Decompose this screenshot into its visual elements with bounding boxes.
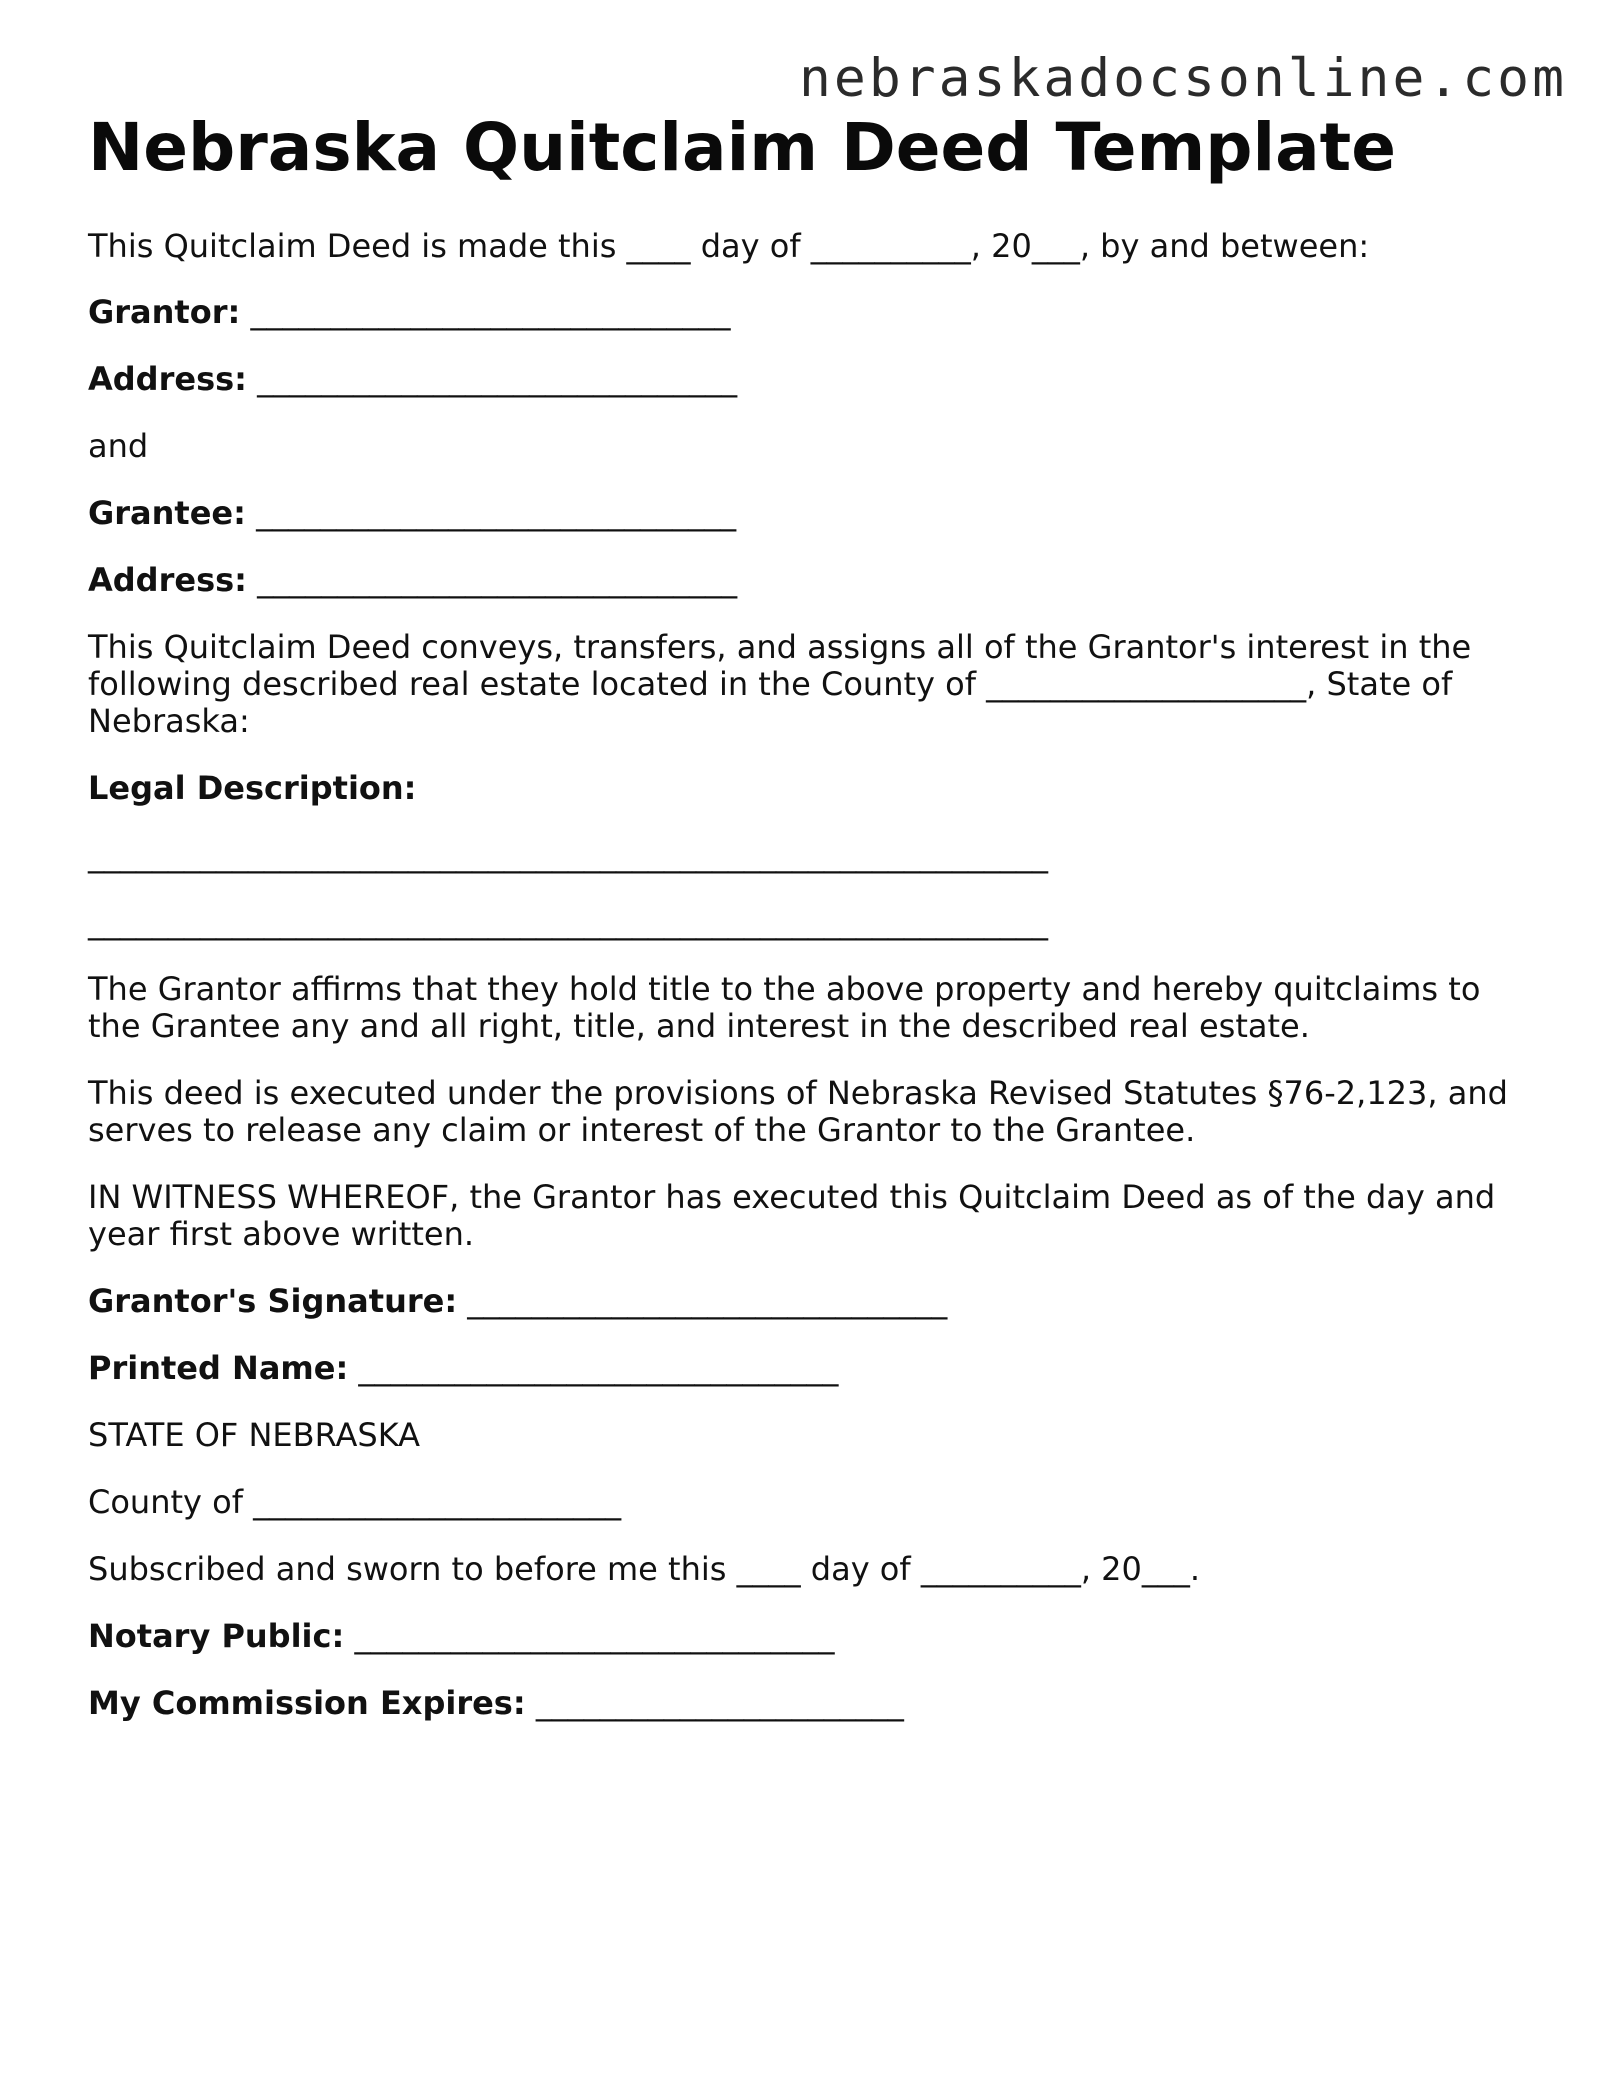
commission-expires-blank: _______________________ xyxy=(535,1684,904,1722)
notary-public-field xyxy=(88,1618,834,1655)
and-text: and xyxy=(88,427,149,465)
commission-expires-field xyxy=(88,1685,904,1722)
statute-paragraph: This deed is executed under the provisions of Nebraska Revised Statutes §76-2,123, and serves to release any claim or interest of the Grantor to the Grantee. xyxy=(88,1074,1508,1149)
notary-public-label: Notary Public: xyxy=(88,1617,345,1655)
county-field: County of _______________________ xyxy=(88,1483,622,1521)
grantee-field xyxy=(88,495,736,532)
intro-text: This Quitclaim Deed is made this ____ day of __________, 20___, by and between: xyxy=(88,227,1370,265)
printed-name-blank: ______________________________ xyxy=(358,1349,839,1387)
grantor-signature-field xyxy=(88,1283,947,1320)
grantee-address-label: Address: xyxy=(88,561,247,599)
grantor-address-field xyxy=(88,361,737,398)
grantor-address-blank: ______________________________ xyxy=(257,360,738,398)
document-title: Nebraska Quitclaim Deed Template xyxy=(88,109,1396,186)
printed-name-field xyxy=(88,1350,838,1387)
affirmation-paragraph: The Grantor affirms that they hold title to the above property and hereby quitclaims to the Grantee any and all right, title, and interest in the described real estate. xyxy=(88,970,1481,1045)
grantor-signature-blank: ______________________________ xyxy=(467,1282,948,1320)
grantee-address-field xyxy=(88,562,737,599)
legal-description-line-2: ____________________________________________________________ xyxy=(88,903,1048,941)
site-watermark: nebraskadocsonline.com xyxy=(799,48,1567,109)
sworn-statement: Subscribed and sworn to before me this ____ day of __________, 20___. xyxy=(88,1550,1201,1588)
notary-public-blank: ______________________________ xyxy=(354,1617,835,1655)
grantor-blank: ______________________________ xyxy=(250,293,731,331)
state-heading: STATE OF NEBRASKA xyxy=(88,1416,421,1454)
grantee-blank: ______________________________ xyxy=(256,494,737,532)
grantee-label: Grantee: xyxy=(88,494,246,532)
commission-expires-label: My Commission Expires: xyxy=(88,1684,526,1722)
grantor-label: Grantor: xyxy=(88,293,241,331)
legal-description-line-1: ____________________________________________________________ xyxy=(88,836,1048,874)
printed-name-label: Printed Name: xyxy=(88,1349,349,1387)
grantee-address-blank: ______________________________ xyxy=(257,561,738,599)
conveyance-paragraph: This Quitclaim Deed conveys, transfers, and assigns all of the Grantor's interest in the following described real estate located in the County of ____________________, State of Nebraska: xyxy=(88,628,1472,740)
witness-paragraph: IN WITNESS WHEREOF, the Grantor has executed this Quitclaim Deed as of the day and year first above written. xyxy=(88,1178,1496,1253)
legal-description-label: Legal Description: xyxy=(88,769,417,807)
grantor-field xyxy=(88,294,730,331)
grantor-signature-label: Grantor's Signature: xyxy=(88,1282,458,1320)
grantor-address-label: Address: xyxy=(88,360,247,398)
